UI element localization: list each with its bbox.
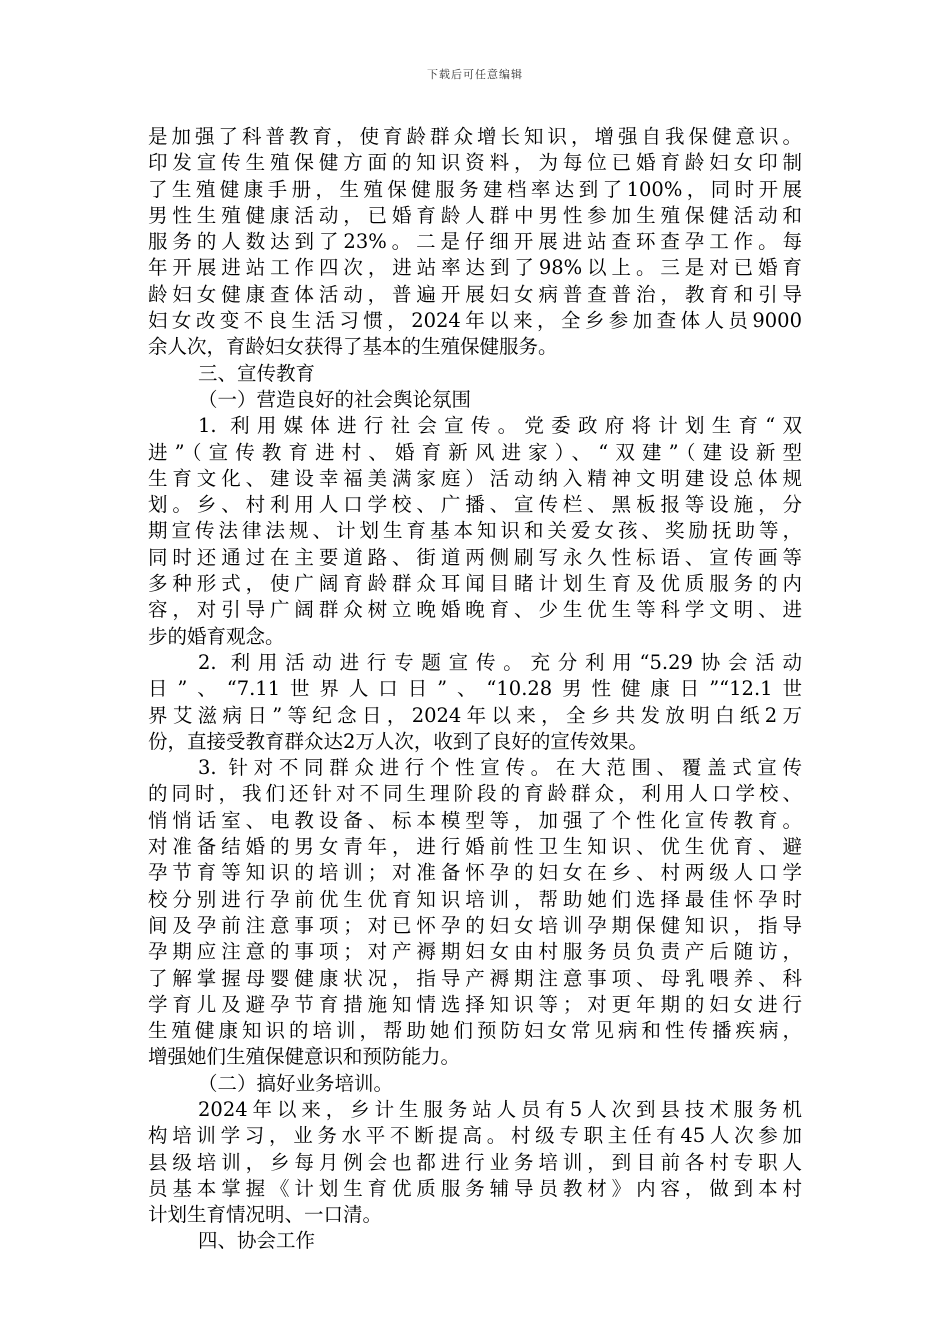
text-line: 男性生殖健康活动，已婚育龄人群中男性参加生殖保健活动和 bbox=[148, 203, 802, 227]
text-line: 员基本掌握《计划生育优质服务辅导员教材》内容，做到本村 bbox=[148, 1176, 802, 1200]
text-line: 划。乡、村利用人口学校、广播、宣传栏、黑板报等设施，分 bbox=[148, 493, 802, 517]
text-line: 妇女改变不良生活习惯，2024年以来，全乡参加查体人员9000 bbox=[148, 309, 802, 333]
text-line: 的同时，我们还针对不同生理阶段的育龄群众，利用人口学校、 bbox=[148, 782, 802, 806]
text-line: 学育儿及避孕节育措施知情选择知识等；对更年期的妇女进行 bbox=[148, 992, 802, 1016]
text-line: 对准备结婚的男女青年，进行婚前性卫生知识、优生优育、避 bbox=[148, 835, 802, 859]
text-line: （二）搞好业务培训。 bbox=[198, 1071, 394, 1095]
text-line: 服务的人数达到了23%。二是仔细开展进站查环查孕工作。每 bbox=[148, 230, 802, 254]
text-line: 县级培训，乡每月例会也都进行业务培训，到目前各村专职人 bbox=[148, 1150, 802, 1174]
text-line: 龄妇女健康查体活动，普遍开展妇女病普查普治，教育和引导 bbox=[148, 282, 802, 306]
text-line: 2. 利用活动进行专题宣传。充分利用“5.29协会活动 bbox=[198, 650, 802, 674]
text-line: 期宣传法律法规、计划生育基本知识和关爱女孩、奖励抚助等， bbox=[148, 519, 802, 543]
text-line: 界艾滋病日”等纪念日，2024年以来，全乡共发放明白纸2万 bbox=[148, 703, 802, 727]
text-line: 生育文化、建设幸福美满家庭）活动纳入精神文明建设总体规 bbox=[148, 466, 802, 490]
text-line: （一）营造良好的社会舆论氛围 bbox=[198, 387, 472, 411]
text-line: 孕期应注意的事项；对产褥期妇女由村服务员负责产后随访， bbox=[148, 940, 802, 964]
text-line: 间及孕前注意事项；对已怀孕的妇女培训孕期保健知识，指导 bbox=[148, 913, 802, 937]
text-line: 增强她们生殖保健意识和预防能力。 bbox=[148, 1045, 461, 1069]
page-header-note: 下载后可任意编辑 bbox=[427, 68, 523, 81]
text-line: 容，对引导广阔群众树立晚婚晚育、少生优生等科学文明、进 bbox=[148, 598, 802, 622]
text-line: 年开展进站工作四次，进站率达到了98%以上。三是对已婚育 bbox=[148, 256, 802, 280]
text-line: 悄悄话室、电教设备、标本模型等，加强了个性化宣传教育。 bbox=[148, 808, 802, 832]
text-line: 日”、“7.11世界人口日”、“10.28男性健康日”“12.1世 bbox=[148, 677, 802, 701]
text-line: 孕节育等知识的培训；对准备怀孕的妇女在乡、村两级人口学 bbox=[148, 861, 802, 885]
text-line: 校分别进行孕前优生优育知识培训，帮助她们选择最佳怀孕时 bbox=[148, 887, 802, 911]
text-line: 3. 针对不同群众进行个性宣传。在大范围、覆盖式宣传 bbox=[198, 756, 802, 780]
document-body bbox=[148, 124, 802, 1255]
text-line: 生殖健康知识的培训，帮助她们预防妇女常见病和性传播疾病， bbox=[148, 1019, 802, 1043]
text-line: 多种形式，使广阔育龄群众耳闻目睹计划生育及优质服务的内 bbox=[148, 572, 802, 596]
text-line: 2024年以来，乡计生服务站人员有5人次到县技术服务机 bbox=[198, 1097, 802, 1121]
text-line: 了生殖健康手册，生殖保健服务建档率达到了100%，同时开展 bbox=[148, 177, 802, 201]
text-line: 余人次，育龄妇女获得了基本的生殖保健服务。 bbox=[148, 335, 558, 359]
text-line: 步的婚育观念。 bbox=[148, 624, 285, 648]
text-line: 同时还通过在主要道路、街道两侧刷写永久性标语、宣传画等 bbox=[148, 545, 802, 569]
text-line: 份，直接受教育群众达2万人次，收到了良好的宣传效果。 bbox=[148, 729, 648, 753]
text-line: 印发宣传生殖保健方面的知识资料，为每位已婚育龄妇女印制 bbox=[148, 151, 802, 175]
text-line: 三、宣传教育 bbox=[198, 361, 316, 385]
text-line: 是加强了科普教育，使育龄群众增长知识，增强自我保健意识。 bbox=[148, 125, 802, 148]
text-line: 四、协会工作 bbox=[198, 1229, 316, 1253]
text-line: 1. 利用媒体进行社会宣传。党委政府将计划生育“双 bbox=[198, 414, 802, 438]
text-line: 了解掌握母婴健康状况，指导产褥期注意事项、母乳喂养、科 bbox=[148, 966, 802, 990]
text-line: 进”（宣传教育进村、婚育新风进家）、“双建”（建设新型 bbox=[148, 440, 802, 464]
text-line: 构培训学习，业务水平不断提高。村级专职主任有45人次参加 bbox=[148, 1124, 802, 1148]
text-line: 计划生育情况明、一口清。 bbox=[148, 1203, 383, 1227]
